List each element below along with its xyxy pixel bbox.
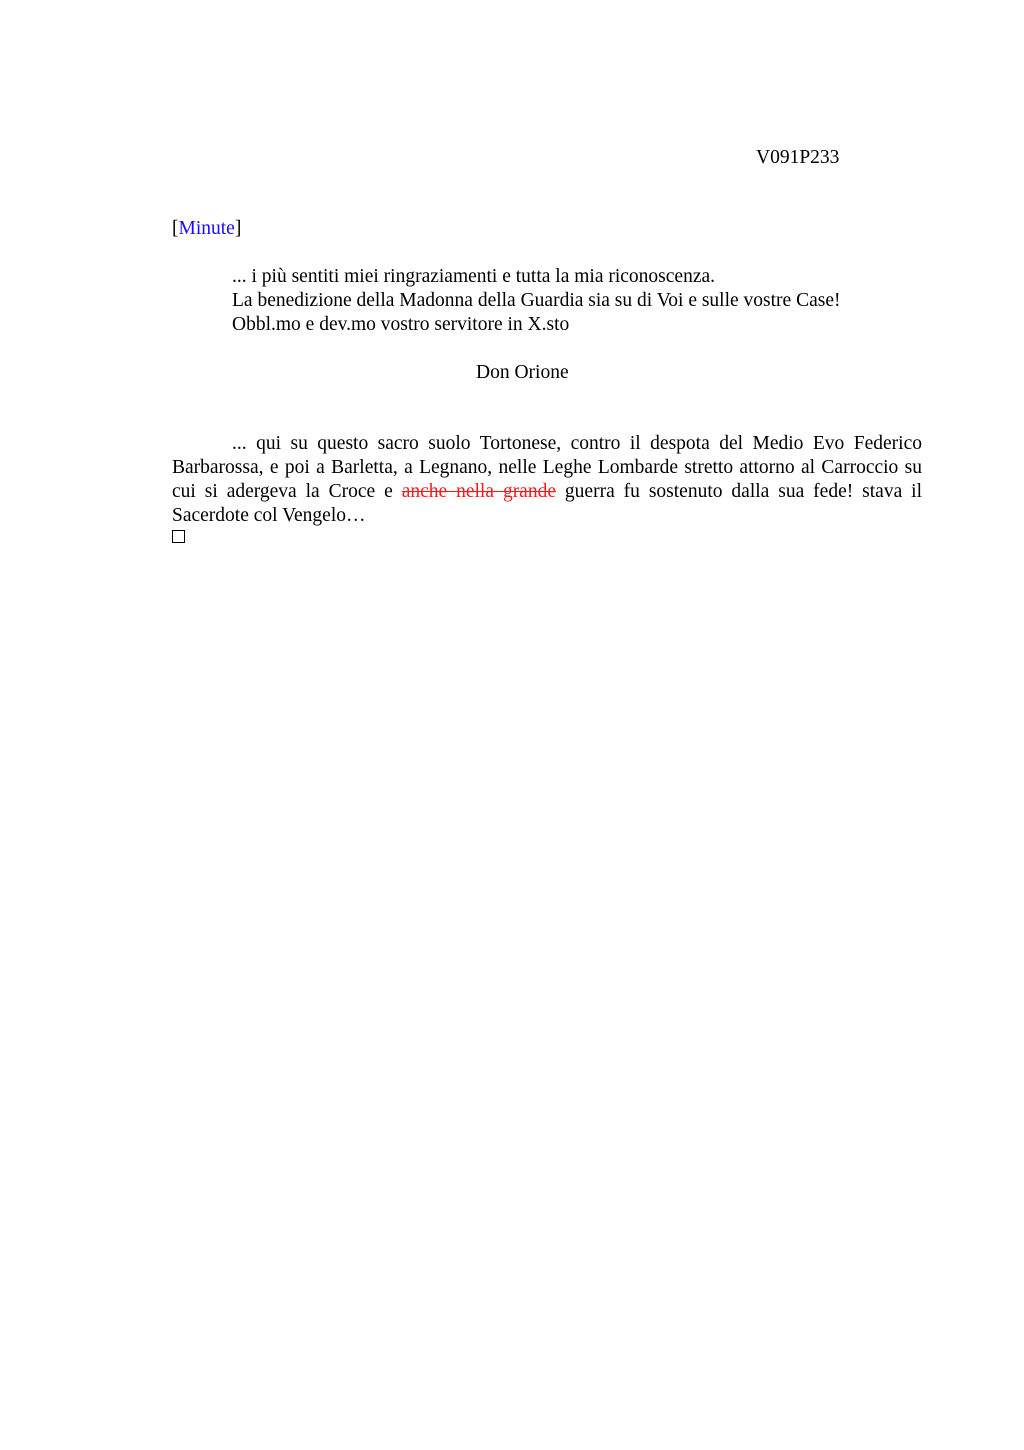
signature: Don Orione [476, 362, 569, 383]
fragment-text-after: guerra fu sostenuto dalla sua fede! stava il Sacerdote col Vengelo… [172, 481, 922, 526]
empty-square-icon [172, 530, 185, 543]
page-identifier: V091P233 [756, 147, 840, 168]
closing-line-thanks: ... i più sentiti miei ringraziamenti e tutta la mia riconoscenza. [232, 266, 716, 287]
closing-line-salutation: Obbl.mo e dev.mo vostro servitore in X.sto [232, 314, 570, 335]
closing-line-blessing: La benedizione della Madonna della Guardia sia su di Voi e sulle vostre Case! [232, 290, 841, 311]
close-bracket: ] [234, 218, 242, 239]
section-heading [172, 217, 241, 241]
open-bracket: [ [172, 218, 179, 239]
struck-through-text: anche nella grande [401, 481, 556, 502]
closing-paragraph [232, 265, 932, 337]
fragment-text-before: ... qui su questo sacro suolo Tortonese, contro il despota del Medio Evo Federico Barbarossa, e poi a Barletta, a Legnano, nelle Leghe Lombarde stretto attorno al Carroccio su cui si adergeva la Croce e [172, 433, 922, 502]
minute-link[interactable]: Minute [178, 218, 235, 239]
text-fragment [172, 432, 922, 528]
